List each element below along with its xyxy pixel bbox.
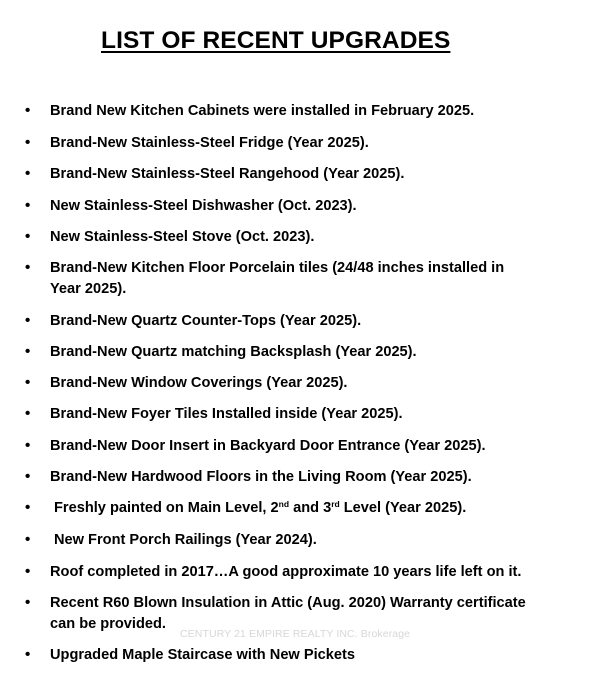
bullet-icon: • [25, 259, 31, 276]
list-item-text: New Stainless-Steel Stove (Oct. 2023). [50, 229, 315, 245]
list-item-text: Upgraded Maple Staircase with New Pickets [50, 647, 355, 663]
bullet-icon: • [25, 312, 31, 329]
list-item-text: New Stainless-Steel Dishwasher (Oct. 2023). [50, 198, 357, 214]
bullet-icon: • [25, 197, 31, 214]
list-item-text: Freshly painted on Main Level, 2nd and 3rd Level (Year 2025). [54, 499, 467, 516]
page-title: LIST OF RECENT UPGRADES [101, 27, 451, 54]
bullet-icon: • [25, 343, 31, 360]
bullet-icon: • [25, 228, 31, 245]
list-item-text-continued: can be provided. [50, 616, 166, 632]
bullet-icon: • [25, 165, 31, 182]
bullet-icon: • [25, 563, 31, 580]
list-item-text-continued: Year 2025). [50, 281, 127, 297]
ordinal-suffix: nd [278, 499, 290, 509]
list-item-text: Brand-New Quartz matching Backsplash (Year 2025). [50, 344, 417, 360]
bullet-icon: • [25, 102, 31, 119]
bullet-icon: • [25, 134, 31, 151]
list-item-text: Brand-New Foyer Tiles Installed inside (Year 2025). [50, 406, 403, 422]
bullet-icon: • [25, 499, 31, 516]
list-item-text: Brand-New Stainless-Steel Fridge (Year 2025). [50, 135, 369, 151]
bullet-icon: • [25, 437, 31, 454]
list-item-text: Brand-New Kitchen Floor Porcelain tiles (24/48 inches installed in [50, 260, 505, 276]
list-item-text: Brand-New Stainless-Steel Rangehood (Year 2025). [50, 166, 405, 182]
bullet-icon: • [25, 646, 31, 663]
ordinal-suffix: rd [331, 499, 340, 509]
bullet-icon: • [25, 531, 31, 548]
bullet-icon: • [25, 594, 31, 611]
list-item-text: Roof completed in 2017…A good approximate 10 years life left on it. [50, 564, 522, 580]
list-item-text: Brand-New Door Insert in Backyard Door Entrance (Year 2025). [50, 438, 486, 454]
bullet-icon: • [25, 468, 31, 485]
list-item-text: Brand New Kitchen Cabinets were installed in February 2025. [50, 103, 475, 119]
list-item-text: Recent R60 Blown Insulation in Attic (Aug. 2020) Warranty certificate [50, 595, 526, 611]
list-item-text: Brand-New Quartz Counter-Tops (Year 2025). [50, 313, 362, 329]
bullet-icon: • [25, 405, 31, 422]
list-item-text: Brand-New Hardwood Floors in the Living Room (Year 2025). [50, 469, 472, 485]
bullet-icon: • [25, 374, 31, 391]
list-item-text: Brand-New Window Coverings (Year 2025). [50, 375, 348, 391]
brokerage-watermark: CENTURY 21 EMPIRE REALTY INC. Brokerage [180, 628, 411, 640]
list-item-text: New Front Porch Railings (Year 2024). [54, 532, 317, 548]
